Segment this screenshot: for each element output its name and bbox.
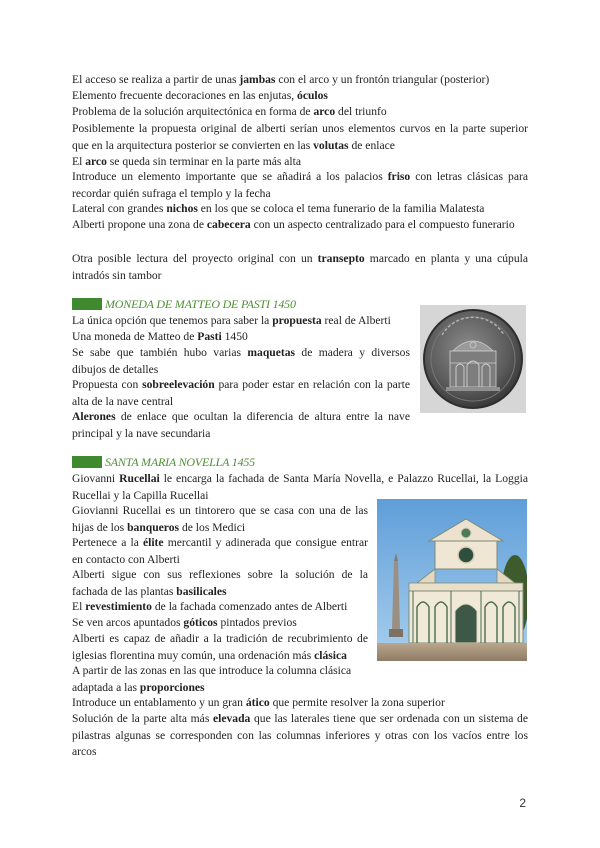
santa-line-2: Giovianni Rucellai es un tintorero que se casa con una de las hijas de los banqueros de los Medici <box>72 504 368 534</box>
santa-line-1: Giovanni Rucellai le encarga la fachada de Santa María Novella, e Palazzo Rucellai, la Loggia Rucellai y la Capilla Rucellai <box>72 472 528 502</box>
coin-image <box>420 305 526 413</box>
heading-text: MONEDA DE MATTEO DE PASTI 1450 <box>105 296 296 311</box>
santa-line-5: El revestimiento de la fachada comenzado antes de Alberti <box>72 600 348 613</box>
moneda-line-3: Se sabe que también hubo varias maquetas de madera y diversos dibujos de detalles <box>72 346 410 376</box>
page-number: 2 <box>519 796 526 810</box>
section-heading-moneda <box>72 296 296 312</box>
santa-line-6: Se ven arcos apuntados góticos pintados previos <box>72 616 297 629</box>
heading-marker <box>72 456 102 468</box>
heading-text: SANTA MARIA NOVELLA 1455 <box>105 454 255 469</box>
intro-line-3: Problema de la solución arquitectónica en forma de arco del triunfo <box>72 105 387 118</box>
santa-line-10: Solución de la parte alta más elevada que las laterales tiene que ser ordenada con un sistema de pilastras algunas se corresponden con las columnas inferiores y otras con los vacíos entre los arcos <box>72 712 528 759</box>
moneda-line-5: Alerones de enlace que ocultan la diferencia de altura entre la nave principal y la nave secundaria <box>72 410 410 440</box>
intro-line-1: El acceso se realiza a partir de unas jambas con el arco y un frontón triangular (posterior) <box>72 73 490 86</box>
santa-line-4: Alberti sigue con sus reflexiones sobre la solución de la fachada de las plantas basilicales <box>72 568 368 598</box>
intro-line-4: Posiblemente la propuesta original de alberti serían unos elementos curvos en la parte superior que en la arquitectura posterior se convierten en las volutas de enlace <box>72 122 528 152</box>
section-heading-santa-maria <box>72 454 255 470</box>
santa-line-8: A partir de las zonas en las que introduce la columna clásica adaptada a las proporciones <box>72 664 352 694</box>
santa-line-9: Introduce un entablamento y un gran ático que permite resolver la zona superior <box>72 696 445 709</box>
santa-line-7: Alberti es capaz de añadir a la tradición de recubrimiento de iglesias florentina muy común, una ordenación más clásica <box>72 632 368 662</box>
church-image <box>377 499 527 661</box>
intro-line-6: Introduce un elemento importante que se añadirá a los palacios friso con letras clásicas para recordar quién sufraga el templo y la fecha <box>72 170 528 200</box>
coin-illustration <box>420 305 526 413</box>
intro-line-9: Otra posible lectura del proyecto original con un transepto marcado en planta y una cúpula intradós sin tambor <box>72 252 528 282</box>
moneda-line-2: Una moneda de Matteo de Pasti 1450 <box>72 330 248 343</box>
intro-line-7: Lateral con grandes nichos en los que se coloca el tema funerario de la familia Malatesta <box>72 202 485 215</box>
moneda-line-1: La única opción que tenemos para saber la propuesta real de Alberti <box>72 314 391 327</box>
intro-line-8: Alberti propone una zona de cabecera con un aspecto centralizado para el compuesto funerario <box>72 218 515 231</box>
intro-line-2: Elemento frecuente decoraciones en las enjutas, óculos <box>72 89 328 102</box>
moneda-line-4: Propuesta con sobreelevación para poder estar en relación con la parte alta de la nave central <box>72 378 410 408</box>
santa-line-3: Pertenece a la élite mercantil y adinerada que consigue entrar en contacto con Alberti <box>72 536 368 566</box>
intro-line-5: El arco se queda sin terminar en la parte más alta <box>72 155 302 168</box>
heading-marker <box>72 298 102 310</box>
church-illustration <box>377 499 527 661</box>
